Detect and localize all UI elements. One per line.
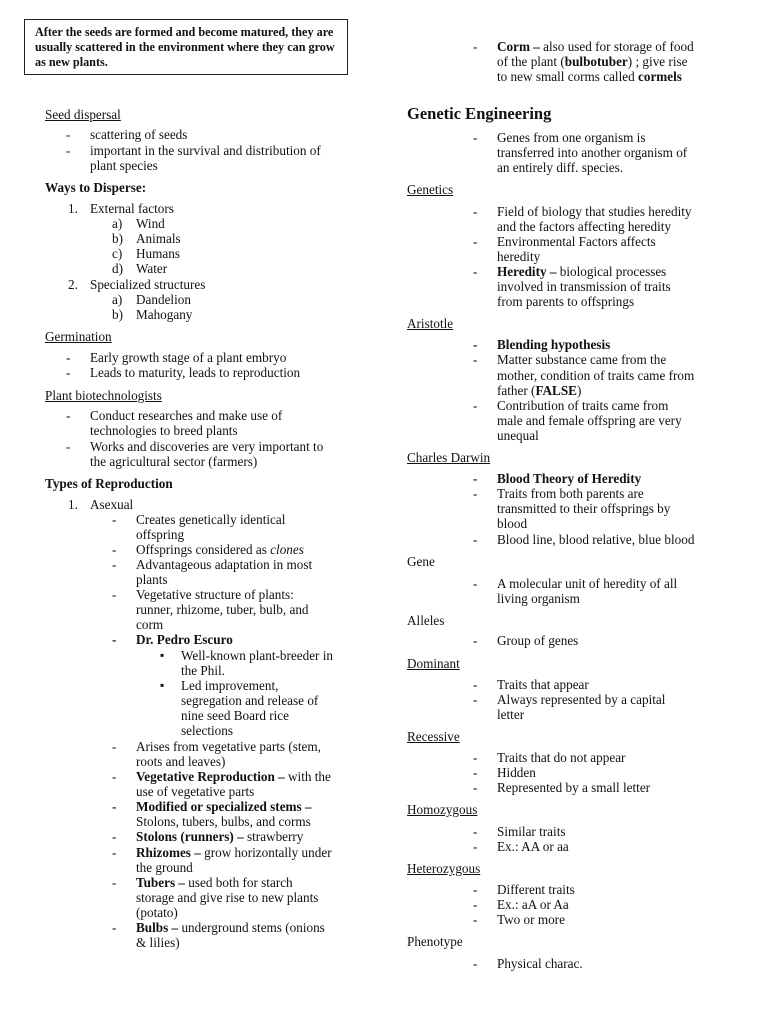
intro-box: After the seeds are formed and become matured, they are usually scattered in the environment where they can grow as new plants. (24, 19, 348, 75)
clones-text: clones (270, 542, 304, 557)
text: of the plant ( (497, 54, 565, 69)
sub-item: ▪ Led improvement, (181, 678, 278, 693)
list-item: - Arises from vegetative parts (stem, (136, 739, 321, 754)
list-item-cont: storage and give rise to new plants (136, 890, 319, 905)
darwin-heading: Charles Darwin (407, 450, 491, 465)
aristotle-heading: Aristotle (407, 316, 454, 331)
list-item: - Different traits (497, 882, 575, 897)
list-item: - scattering of seeds (90, 127, 187, 142)
list-item: - Modified or specialized stems – (136, 799, 312, 814)
list-item: - Ex.: aA or Aa (497, 897, 569, 912)
list-item (136, 769, 331, 784)
list-item: - Contribution of traits came from (497, 398, 668, 413)
list-item: Humans (136, 246, 180, 261)
sub-item-cont: nine seed Board rice (181, 708, 290, 723)
list-item (497, 264, 666, 279)
recessive-heading: Recessive (407, 729, 460, 744)
text: underground stems (onions (178, 920, 325, 935)
gene-heading: Gene (407, 554, 435, 569)
text: father ( (497, 383, 536, 398)
text: ) (576, 383, 582, 398)
sub-item-cont: the Phil. (181, 663, 225, 678)
alleles-heading: Alleles (407, 613, 445, 628)
list-item: - Blood Theory of Heredity (497, 471, 641, 486)
list-item: Asexual (90, 497, 134, 512)
list-item-cont: runner, rhizome, tuber, bulb, and (136, 602, 309, 617)
list-item: - Two or more (497, 912, 565, 927)
homozygous-heading: Homozygous (407, 802, 478, 817)
list-item-cont (497, 54, 687, 69)
list-item-cont: roots and leaves) (136, 754, 226, 769)
list-item-cont: mother, condition of traits came from (497, 368, 695, 383)
list-item-cont: from parents to offsprings (497, 294, 635, 309)
list-item: - Ex.: AA or aa (497, 839, 569, 854)
list-item-cont: blood (497, 516, 528, 531)
list-item: - Creates genetically identical (136, 512, 285, 527)
term: FALSE (535, 383, 577, 398)
list-letter: b) (112, 307, 123, 322)
sub-item: ▪ Well-known plant-breeder in (181, 648, 333, 663)
list-number: 1. (68, 497, 78, 512)
list-item: - Always represented by a capital (497, 692, 665, 707)
dominant-heading: Dominant (407, 656, 460, 671)
list-letter: d) (112, 261, 123, 276)
list-number: 2. (68, 277, 78, 292)
list-item-cont: transferred into another organism of (497, 145, 688, 160)
list-item-cont: involved in transmission of traits (497, 279, 671, 294)
phenotype-heading: Phenotype (407, 934, 463, 949)
text: Offsprings considered as (136, 542, 271, 557)
list-item: External factors (90, 201, 174, 216)
list-item-cont: living organism (497, 591, 580, 606)
ways-heading: Ways to Disperse: (45, 180, 147, 195)
list-item: Animals (136, 231, 181, 246)
seed-dispersal-heading: Seed dispersal (45, 107, 121, 122)
list-item: - Represented by a small letter (497, 780, 650, 795)
list-item-cont: (potato) (136, 905, 178, 920)
list-item: - Traits from both parents are (497, 486, 644, 501)
list-item: - Field of biology that studies heredity (497, 204, 692, 219)
text: to new small corms called (497, 69, 638, 84)
term: Bulbs – (136, 920, 179, 935)
list-item-cont: male and female offspring are very (497, 413, 682, 428)
list-item-cont: unequal (497, 428, 539, 443)
list-item-cont: & lilies) (136, 935, 180, 950)
list-item: - Hidden (497, 765, 536, 780)
list-item: - Environmental Factors affects (497, 234, 656, 249)
text: biological processes (556, 264, 667, 279)
sub-item-cont: segregation and release of (181, 693, 319, 708)
germination-heading: Germination (45, 329, 112, 344)
list-item-cont: the agricultural sector (farmers) (90, 454, 258, 469)
term: cormels (638, 69, 682, 84)
term: bulbotuber (564, 54, 628, 69)
list-item-cont: corm (136, 617, 164, 632)
list-item: - Dr. Pedro Escuro (136, 632, 233, 647)
list-item-cont: and the factors affecting heredity (497, 219, 672, 234)
biotech-heading: Plant biotechnologists (45, 388, 162, 403)
term: Stolons (runners) – (136, 829, 244, 844)
list-item: - Leads to maturity, leads to reproduction (90, 365, 300, 380)
text: with the (284, 769, 331, 784)
list-item: - Physical charac. (497, 956, 583, 971)
sub-item-cont: selections (181, 723, 234, 738)
genetics-heading: Genetics (407, 182, 454, 197)
list-item: Mahogany (136, 307, 193, 322)
text: ) ; give rise (627, 54, 688, 69)
list-item-cont: Stolons, tubers, bulbs, and corms (136, 814, 311, 829)
list-item (136, 845, 332, 860)
list-item: - Genes from one organism is (497, 130, 645, 145)
list-item-cont (497, 69, 682, 84)
list-item (497, 39, 694, 54)
list-item: - Conduct researches and make use of (90, 408, 282, 423)
term: Corm – (497, 39, 540, 54)
types-heading: Types of Reproduction (45, 476, 173, 491)
heterozygous-heading: Heterozygous (407, 861, 481, 876)
list-item: - Blending hypothesis (497, 337, 610, 352)
list-item (136, 829, 303, 844)
list-item-cont: heredity (497, 249, 541, 264)
list-item: - Similar traits (497, 824, 566, 839)
list-item-cont: technologies to breed plants (90, 423, 238, 438)
list-item: - A molecular unit of heredity of all (497, 576, 677, 591)
term: Heredity – (497, 264, 557, 279)
list-item-cont: offspring (136, 527, 185, 542)
list-letter: b) (112, 231, 123, 246)
term: Rhizomes – (136, 845, 201, 860)
list-number: 1. (68, 201, 78, 216)
list-item: - important in the survival and distribution of (90, 143, 321, 158)
list-letter: a) (112, 216, 123, 231)
list-item: Wind (136, 216, 165, 231)
list-item-cont: transmitted to their offsprings by (497, 501, 671, 516)
list-item: - Advantageous adaptation in most (136, 557, 312, 572)
list-item-cont: the ground (136, 860, 193, 875)
list-item: - Early growth stage of a plant embryo (90, 350, 286, 365)
list-item (136, 542, 304, 557)
list-item: - Group of genes (497, 633, 578, 648)
list-item-cont (497, 383, 581, 398)
list-item-cont: plants (136, 572, 168, 587)
list-item-cont: letter (497, 707, 525, 722)
list-item: - Traits that do not appear (497, 750, 625, 765)
list-item: - Works and discoveries are very important to (90, 439, 323, 454)
text: strawberry (243, 829, 304, 844)
list-item: - Traits that appear (497, 677, 589, 692)
list-item: - Blood line, blood relative, blue blood (497, 532, 694, 547)
text: grow horizontally under (200, 845, 332, 860)
term: Vegetative Reproduction – (136, 769, 285, 784)
list-letter: a) (112, 292, 123, 307)
list-item (136, 920, 325, 935)
list-item-cont: an entirely diff. species. (497, 160, 624, 175)
list-letter: c) (112, 246, 123, 261)
list-item-cont: use of vegetative parts (136, 784, 255, 799)
list-item: - Vegetative structure of plants: (136, 587, 294, 602)
list-item: Water (136, 261, 168, 276)
text: also used for storage of food (539, 39, 694, 54)
list-item: Specialized structures (90, 277, 206, 292)
text: used both for starch (184, 875, 293, 890)
term: Tubers – (136, 875, 185, 890)
list-item: Dandelion (136, 292, 191, 307)
list-item-cont: plant species (90, 158, 158, 173)
genetic-engineering-heading: Genetic Engineering (407, 104, 552, 123)
list-item: - Matter substance came from the (497, 352, 666, 367)
list-item (136, 875, 293, 890)
